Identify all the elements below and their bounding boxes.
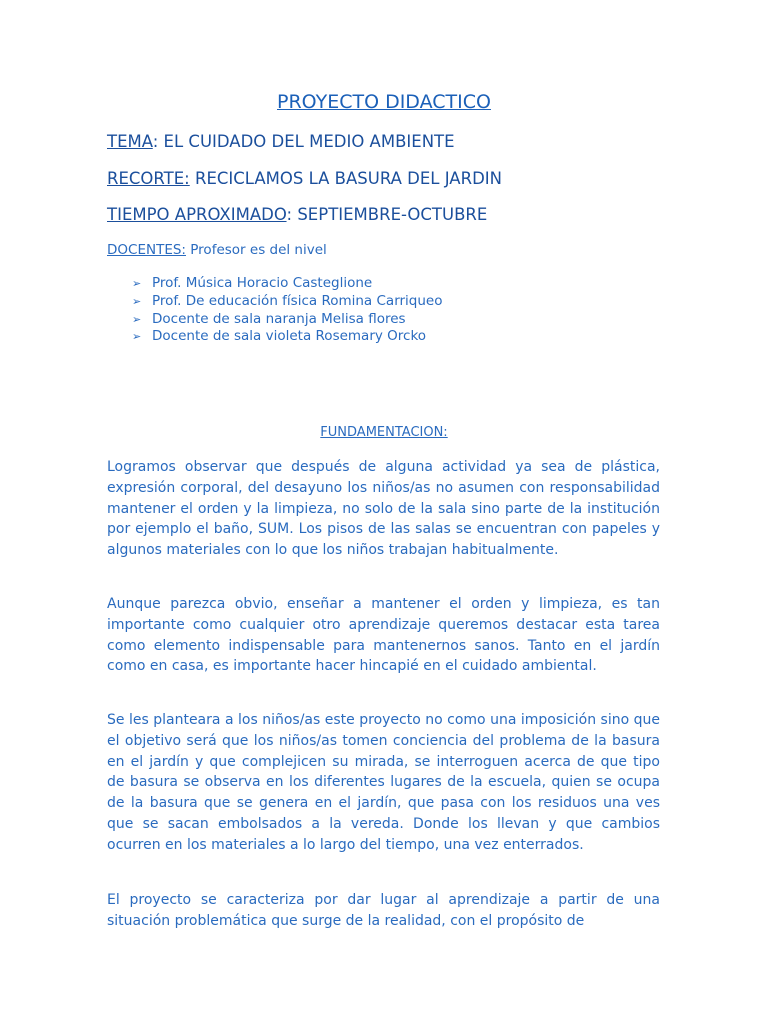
recorte-label: RECORTE: <box>107 169 190 188</box>
recorte-value: RECICLAMOS LA BASURA DEL JARDIN <box>189 169 502 188</box>
fundamentacion-heading: FUNDAMENTACION: <box>320 425 448 440</box>
list-item <box>132 328 443 346</box>
docentes-label: DOCENTES: <box>107 242 186 258</box>
docentes-line <box>107 242 327 258</box>
tema-value: EL CUIDADO DEL MEDIO AMBIENTE <box>158 132 455 151</box>
teacher-name: Docente de sala naranja Melisa flores <box>152 310 406 327</box>
arrow-bullet-icon: ➢ <box>132 277 142 290</box>
paragraph: Aunque parezca obvio, enseñar a mantener el orden y limpieza, es tan importante como cualquier otro aprendizaje queremos destacar esta tarea como elemento indispensable para mantenernos sanos. Tanto en el jardín como en casa, es importante hacer hincapié en el cuidado ambiental. <box>107 596 660 675</box>
tema-label: TEMA <box>107 132 153 151</box>
paragraph: El proyecto se caracteriza por dar lugar al aprendizaje a partir de una situación problemática que surge de la realidad, con el propósito de <box>107 892 660 929</box>
tiempo-value: SEPTIEMBRE-OCTUBRE <box>292 205 488 224</box>
docentes-value: Profesor es del nivel <box>185 242 327 258</box>
list-item <box>132 311 443 329</box>
arrow-bullet-icon: ➢ <box>132 330 142 344</box>
tiempo-label: TIEMPO APROXIMADO <box>107 205 287 224</box>
teacher-name: Prof. Música Horacio Casteglione <box>152 275 373 291</box>
list-item <box>132 293 443 311</box>
tiempo-separator: : <box>286 205 293 224</box>
arrow-bullet-icon: ➢ <box>132 312 142 326</box>
tema-separator: : <box>152 132 159 151</box>
tiempo-heading <box>107 205 487 224</box>
tema-heading <box>107 132 455 151</box>
paragraph: Se les planteara a los niños/as este proyecto no como una imposición sino que el objetivo será que los niños/as tomen conciencia del problema de la basura en el jardín y que complejicen su mirada, se interroguen acerca de que tipo de basura se observa en los diferentes lugares de la escuela, quien se ocupa de la basura que se genera en el jardín, que pasa con los residuos una ves que se sacan embolsados a la vereda. Donde los llevan y que cambios ocurren en los materiales a lo largo del tiempo, una vez enterrados. <box>107 712 660 853</box>
paragraph: Logramos observar que después de alguna actividad ya sea de plástica, expresión corporal, del desayuno los niños/as no asumen con responsabilidad mantener el orden y la limpieza, no solo de la sala sino parte de la institución por ejemplo el baño, SUM. Los pisos de las salas se encuentran con papeles y algunos materiales con lo que los niños trabajan habitualmente. <box>107 459 660 559</box>
teacher-list <box>132 275 443 346</box>
recorte-heading <box>107 169 502 188</box>
document-title: PROYECTO DIDACTICO <box>277 91 491 113</box>
list-item <box>132 275 443 293</box>
teacher-name: Prof. De educación física Romina Carriqueo <box>152 292 443 309</box>
teacher-name: Docente de sala violeta Rosemary Orcko <box>152 328 427 345</box>
arrow-bullet-icon: ➢ <box>132 294 142 308</box>
